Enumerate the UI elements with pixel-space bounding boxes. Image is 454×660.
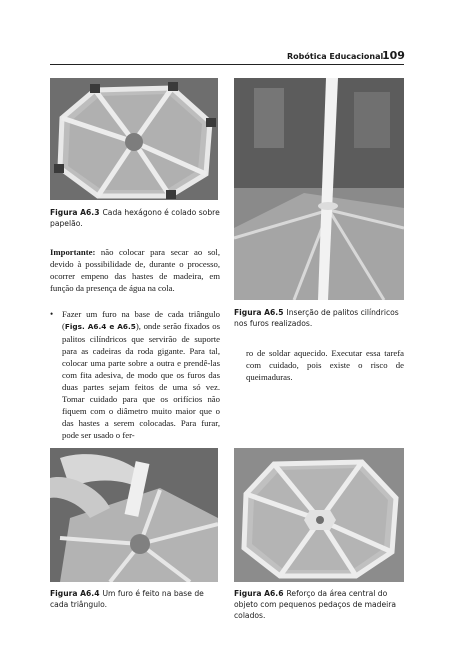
figure-reference: Figs. A6.4 e A6.5 xyxy=(64,322,136,331)
running-title: Robótica Educacional xyxy=(287,52,384,61)
caption-label: Figura A6.6 xyxy=(234,589,284,598)
caption-figure-a6-5 xyxy=(234,307,406,329)
caption-label: Figura A6.3 xyxy=(50,208,100,217)
continuation-text: ro de soldar aquecido. Executar essa tarefa com cuidado, pois existe o risco de queimaduras. xyxy=(246,348,404,382)
page-number: 109 xyxy=(382,49,405,62)
photo-figure-a6-3 xyxy=(50,78,218,200)
bullet-marker: • xyxy=(50,309,54,319)
caption-figure-a6-6 xyxy=(234,588,406,621)
photo-figure-a6-6 xyxy=(234,448,404,582)
important-label: Importante: xyxy=(50,247,96,257)
bullet-item-drill xyxy=(50,308,220,441)
header-rule xyxy=(50,64,404,65)
caption-text: Inserção de palitos cilíndricos nos furos realizados. xyxy=(234,308,399,328)
caption-label: Figura A6.5 xyxy=(234,308,284,317)
photo-figure-a6-5 xyxy=(234,78,404,300)
photo-figure-a6-4 xyxy=(50,448,218,582)
important-paragraph xyxy=(50,246,220,294)
bullet-text-pre: Fazer um furo na base de cada triângulo ( xyxy=(62,309,220,331)
caption-figure-a6-3 xyxy=(50,207,220,229)
caption-label: Figura A6.4 xyxy=(50,589,100,598)
caption-text: Cada hexágono é colado sobre papelão. xyxy=(50,208,220,228)
caption-text: Reforço da área central do objeto com pequenos pedaços de madeira colados. xyxy=(234,589,397,620)
caption-figure-a6-4 xyxy=(50,588,222,610)
caption-text: Um furo é feito na base de cada triângulo. xyxy=(50,589,204,609)
bullet-text-post: ), onde serão fixados os palitos cilíndricos que servirão de suporte para as cadeiras da roda gigante. Para tal, colocar uma parte sobre a outra e prendê-las com fita adesiva, de modo que os furos das duas partes sejam feitos de uma só vez. Tomar cuidado para que os orifícios não fiquem com o diâmetro muito maior que o das hastes a serem colocadas. Para furar, pode ser usado o fer- xyxy=(62,321,220,440)
continuation-paragraph xyxy=(246,347,404,383)
important-body: não colocar para secar ao sol, devido à possibilidade de, durante o processo, ocorrer empeno das hastes de madeira, em função da presença de água na cola. xyxy=(50,247,221,293)
